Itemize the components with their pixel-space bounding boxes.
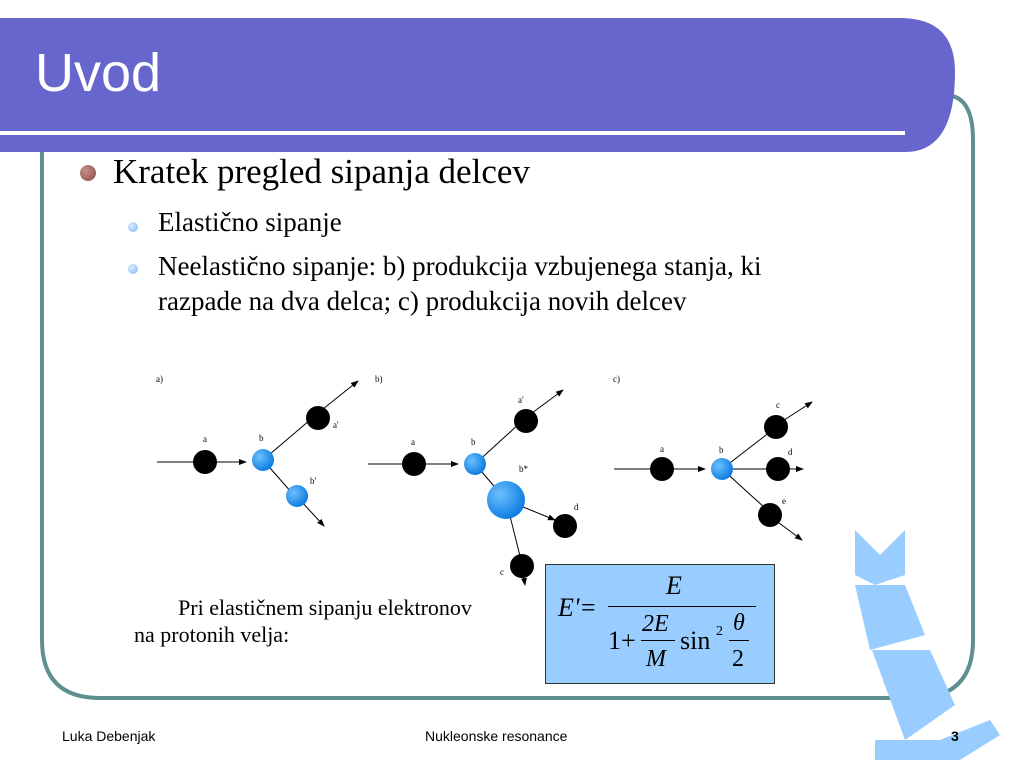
- panel-a: [156, 374, 358, 526]
- formula-one-plus: 1+: [608, 626, 636, 655]
- panel-b: [368, 374, 579, 585]
- panel-b-label: b): [375, 374, 383, 384]
- particle-b-prime: [286, 485, 308, 507]
- particle-e: [758, 503, 782, 527]
- formula-power: 2: [716, 624, 723, 639]
- panel-c: [613, 374, 812, 540]
- formula-lhs: E': [558, 593, 580, 622]
- particle-a: [193, 450, 217, 474]
- formula-two-e: 2E: [642, 611, 669, 637]
- svg-text:b: b: [719, 445, 724, 455]
- svg-text:c: c: [776, 400, 780, 410]
- svg-text:d: d: [574, 502, 579, 512]
- caption-line-2: na protonih velja:: [134, 622, 290, 647]
- footer-author: Luka Debenjak: [62, 728, 156, 744]
- bullet-sub2-line2: razpade na dva delca; c) produkcija novih delcev: [158, 286, 687, 316]
- svg-text:a: a: [203, 434, 207, 444]
- caption-line-1: Pri elastičnem sipanju elektronov: [178, 595, 472, 620]
- bullet-main: Kratek pregled sipanja delcev: [113, 152, 530, 191]
- svg-text:a: a: [660, 444, 664, 454]
- bullet-sub2-line1: Neelastično sipanje: b) produkcija vzbujenega stanja, ki: [158, 251, 762, 281]
- particle-d: [553, 514, 577, 538]
- particle-c: [764, 415, 788, 439]
- formula-caption: [120, 594, 530, 648]
- formula-sin: sin: [680, 626, 711, 655]
- particle-a: [650, 457, 674, 481]
- particle-d: [766, 457, 790, 481]
- panel-a-label: a): [156, 374, 163, 384]
- svg-text:a': a': [333, 420, 339, 430]
- svg-text:a': a': [518, 395, 524, 405]
- particle-b: [464, 453, 486, 475]
- formula-numerator: E: [666, 571, 682, 600]
- svg-text:b: b: [259, 433, 264, 443]
- svg-text:a: a: [411, 437, 415, 447]
- formula-mass: M: [646, 646, 666, 672]
- particle-c: [510, 554, 534, 578]
- particle-a: [402, 452, 426, 476]
- panel-c-label: c): [613, 374, 620, 384]
- svg-text:b': b': [310, 476, 317, 486]
- svg-text:e: e: [782, 496, 786, 506]
- footer-topic: Nukleonske resonance: [425, 728, 568, 744]
- svg-text:b*: b*: [519, 464, 528, 474]
- svg-text:b: b: [471, 437, 476, 447]
- particle-b: [252, 449, 274, 471]
- particle-b-excited: [487, 481, 525, 519]
- svg-text:c: c: [500, 567, 504, 577]
- formula-theta: θ: [733, 610, 745, 636]
- formula-box: [545, 564, 775, 684]
- particle-b: [711, 458, 733, 480]
- formula-equals: =: [581, 593, 596, 622]
- footer-page-number: 3: [951, 728, 959, 744]
- particle-a-prime: [306, 406, 330, 430]
- formula-half-fraction-bar: [729, 640, 749, 641]
- formula-inner-fraction-bar: [641, 640, 675, 641]
- particle-a-prime: [514, 409, 538, 433]
- formula-main-fraction-bar: [608, 606, 756, 607]
- slide-title: Uvod: [35, 43, 162, 103]
- bullet-sub1: Elastično sipanje: [158, 207, 342, 237]
- formula-half: 2: [732, 646, 744, 672]
- svg-text:d: d: [788, 447, 793, 457]
